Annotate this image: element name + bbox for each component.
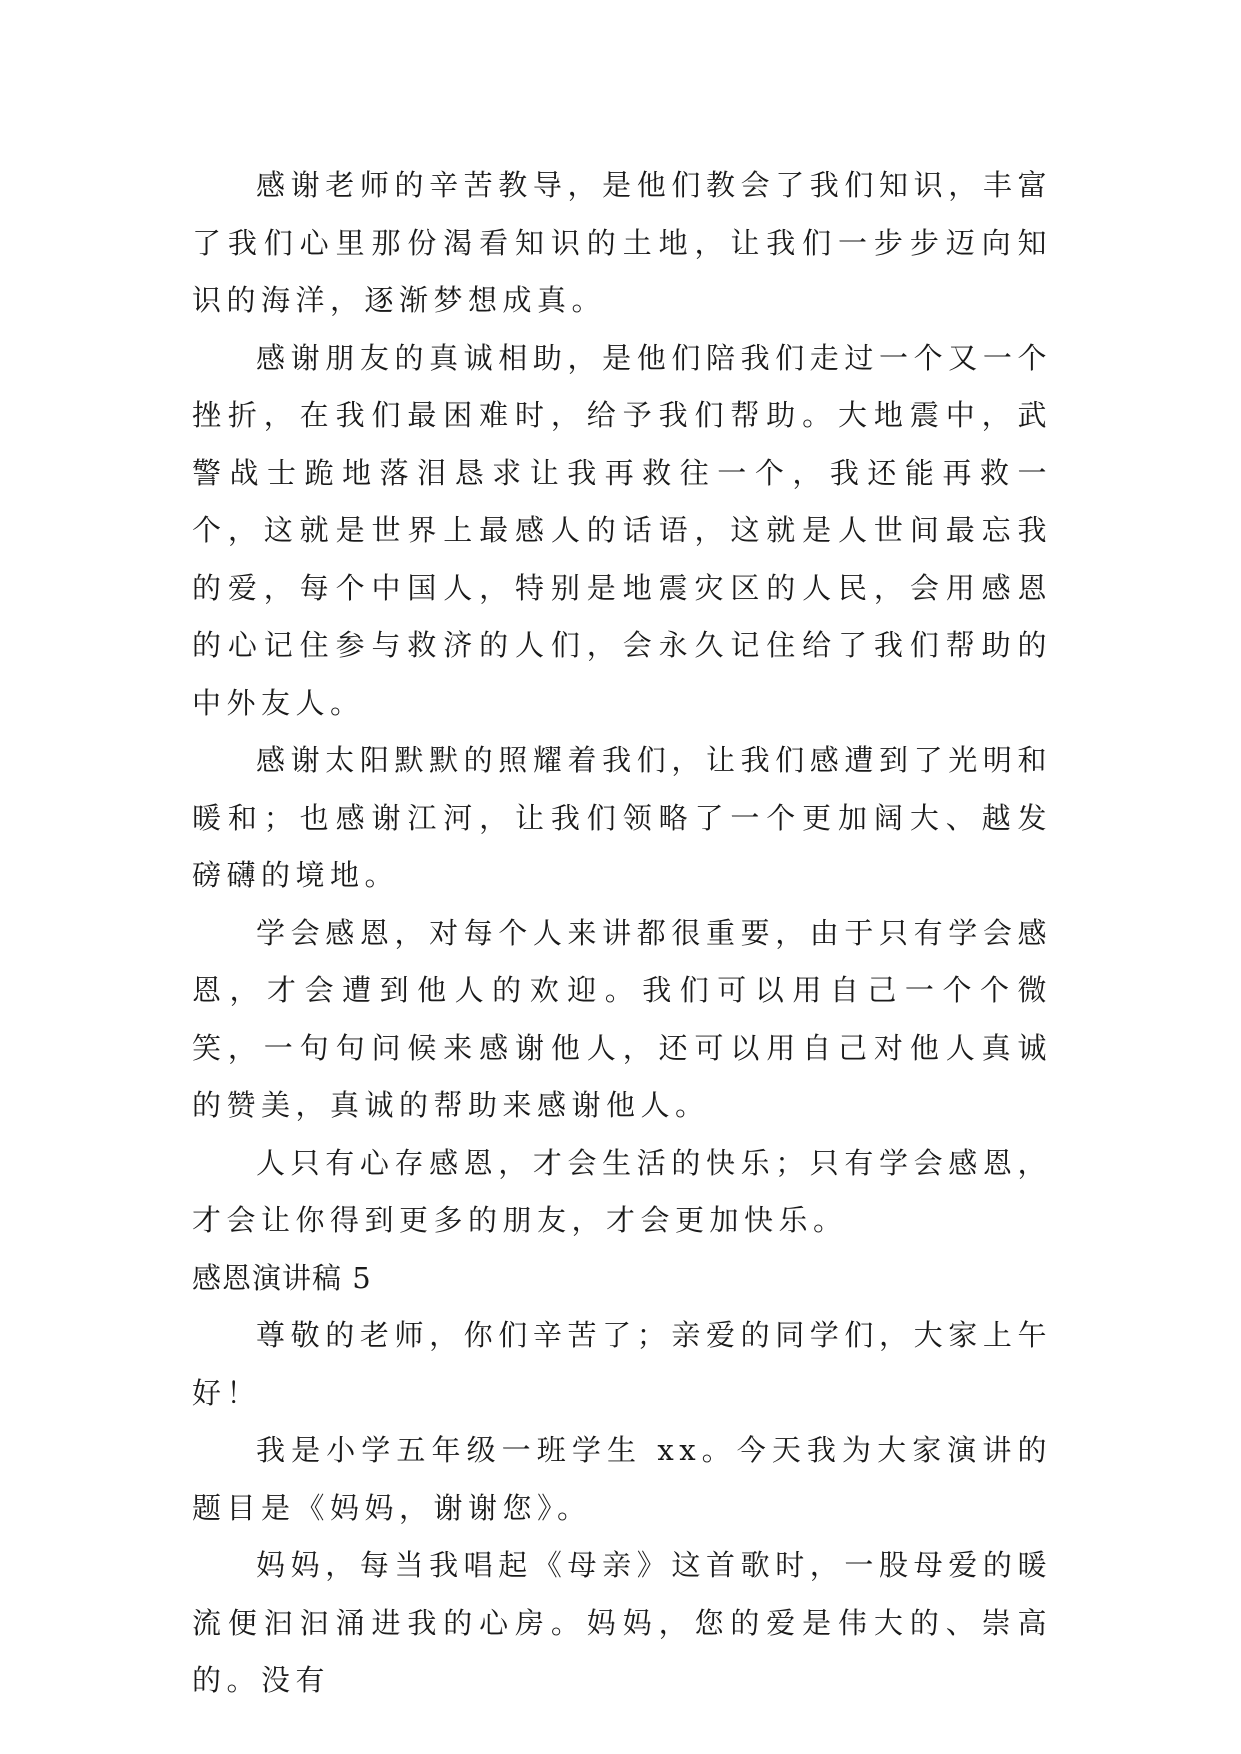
paragraph-greeting: 尊敬的老师，你们辛苦了；亲爱的同学们，大家上午好！ [192,1318,1052,1410]
document-body [192,157,1052,1710]
paragraph-gratitude-happiness: 人只有心存感恩，才会生活的快乐；只有学会感恩，才会让你得到更多的朋友，才会更加快乐。 [192,1145,1052,1237]
paragraph-thank-friends: 感谢朋友的真诚相助，是他们陪我们走过一个又一个挫折，在我们最困难时，给予我们帮助。大地震中，武警战士跪地落泪恳求让我再救往一个，我还能再救一个，这就是世界上最感人的话语，这就是人世间最忘我的爱，每个中国人，特别是地震灾区的人民，会用感恩的心记住参与救济的人们，会永久记住给了我们帮助的中外友人。 [192,340,1052,720]
paragraph-mother: 妈妈，每当我唱起《母亲》这首歌时，一股母爱的暖流便汩汩涌进我的心房。妈妈，您的爱是伟大的、崇高的。没有 [192,1548,1052,1697]
paragraph-introduction: 我是小学五年级一班学生 xx。今天我为大家演讲的题目是《妈妈，谢谢您》。 [192,1433,1052,1525]
paragraph-thank-sun-rivers: 感谢太阳默默的照耀着我们，让我们感遭到了光明和暖和；也感谢江河，让我们领略了一个更加阔大、越发磅礴的境地。 [192,743,1052,892]
paragraph-thank-teachers: 感谢老师的辛苦教导，是他们教会了我们知识，丰富了我们心里那份渴看知识的土地，让我们一步步迈向知识的海洋，逐渐梦想成真。 [192,168,1052,317]
section-heading: 感恩演讲稿 5 [192,1260,372,1295]
paragraph-learn-gratitude: 学会感恩，对每个人来讲都很重要，由于只有学会感恩，才会遭到他人的欢迎。我们可以用自己一个个微笑，一句句问候来感谢他人，还可以用自己对他人真诚的赞美，真诚的帮助来感谢他人。 [192,915,1052,1122]
